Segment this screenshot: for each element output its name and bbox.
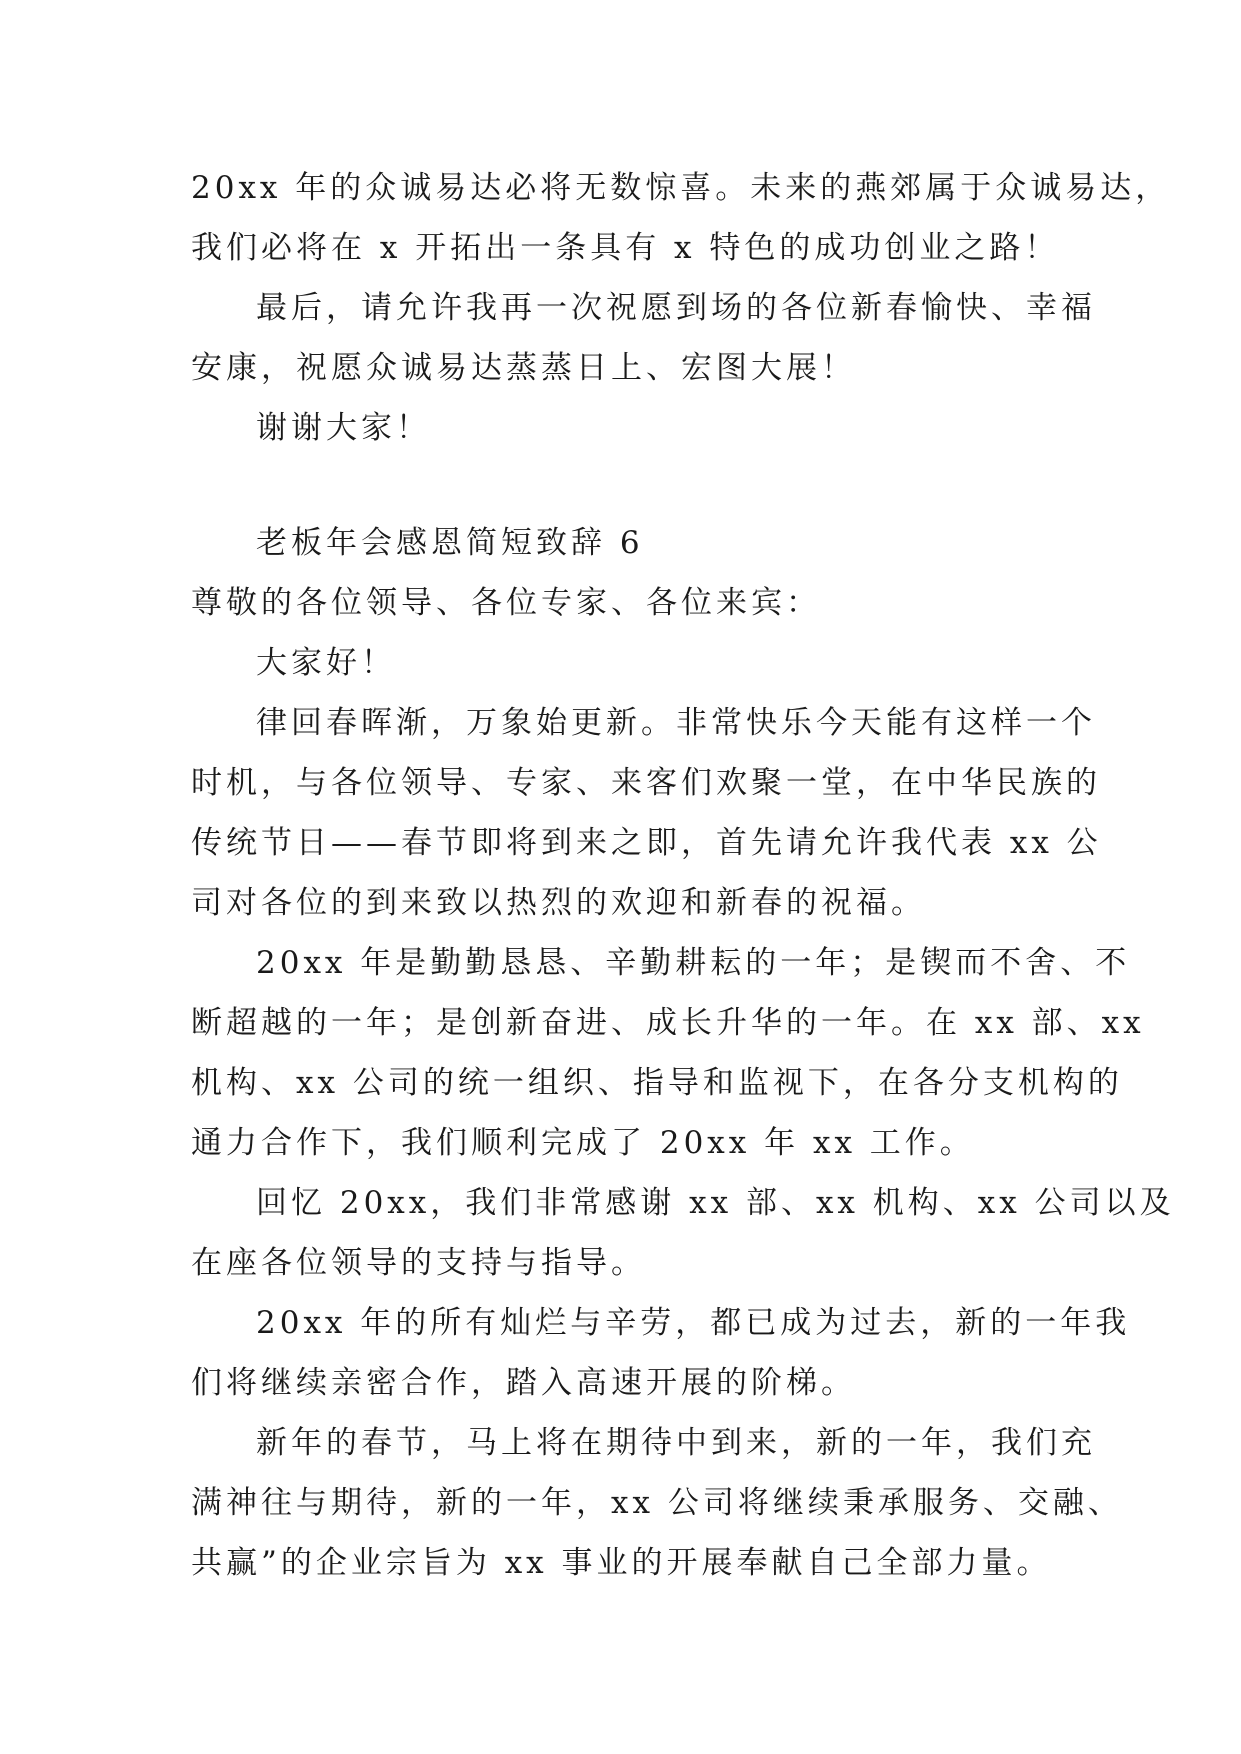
text-line: 20xx 年的众诚易达必将无数惊喜。未来的燕郊属于众诚易达， <box>191 170 1171 206</box>
text-line: 共赢”的企业宗旨为 xx 事业的开展奉献自己全部力量。 <box>191 1545 1052 1581</box>
text-line: 通力合作下，我们顺利完成了 20xx 年 xx 工作。 <box>191 1125 975 1161</box>
text-line: 们将继续亲密合作，踏入高速开展的阶梯。 <box>191 1365 856 1401</box>
text-line: 机构、xx 公司的统一组织、指导和监视下，在各分支机构的 <box>191 1065 1123 1101</box>
text-line: 在座各位领导的支持与指导。 <box>191 1245 646 1281</box>
text-line: 新年的春节，马上将在期待中到来，新的一年，我们充 <box>256 1425 1096 1461</box>
text-line: 我们必将在 x 开拓出一条具有 x 特色的成功创业之路！ <box>191 230 1060 266</box>
text-line: 20xx 年的所有灿烂与辛劳，都已成为过去，新的一年我 <box>256 1305 1131 1341</box>
section-heading: 老板年会感恩简短致辞 6 <box>256 525 644 561</box>
text-line: 回忆 20xx，我们非常感谢 xx 部、xx 机构、xx 公司以及 <box>256 1185 1175 1221</box>
text-line: 传统节日——春节即将到来之即，首先请允许我代表 xx 公 <box>191 825 1102 861</box>
text-line: 安康，祝愿众诚易达蒸蒸日上、宏图大展！ <box>191 350 856 386</box>
text-line: 谢谢大家！ <box>256 410 431 446</box>
text-line: 律回春晖渐，万象始更新。非常快乐今天能有这样一个 <box>256 705 1096 741</box>
text-line: 时机，与各位领导、专家、来客们欢聚一堂，在中华民族的 <box>191 765 1101 801</box>
text-line: 断超越的一年；是创新奋进、成长升华的一年。在 xx 部、xx <box>191 1005 1145 1041</box>
text-line: 最后，请允许我再一次祝愿到场的各位新春愉快、幸福 <box>256 290 1096 326</box>
salutation: 尊敬的各位领导、各位专家、各位来宾： <box>191 585 821 621</box>
text-line: 20xx 年是勤勤恳恳、辛勤耕耘的一年；是锲而不舍、不 <box>256 945 1131 981</box>
text-line: 司对各位的到来致以热烈的欢迎和新春的祝福。 <box>191 885 926 921</box>
greeting: 大家好！ <box>256 645 396 681</box>
text-line: 满神往与期待，新的一年，xx 公司将继续秉承服务、交融、 <box>191 1485 1123 1521</box>
